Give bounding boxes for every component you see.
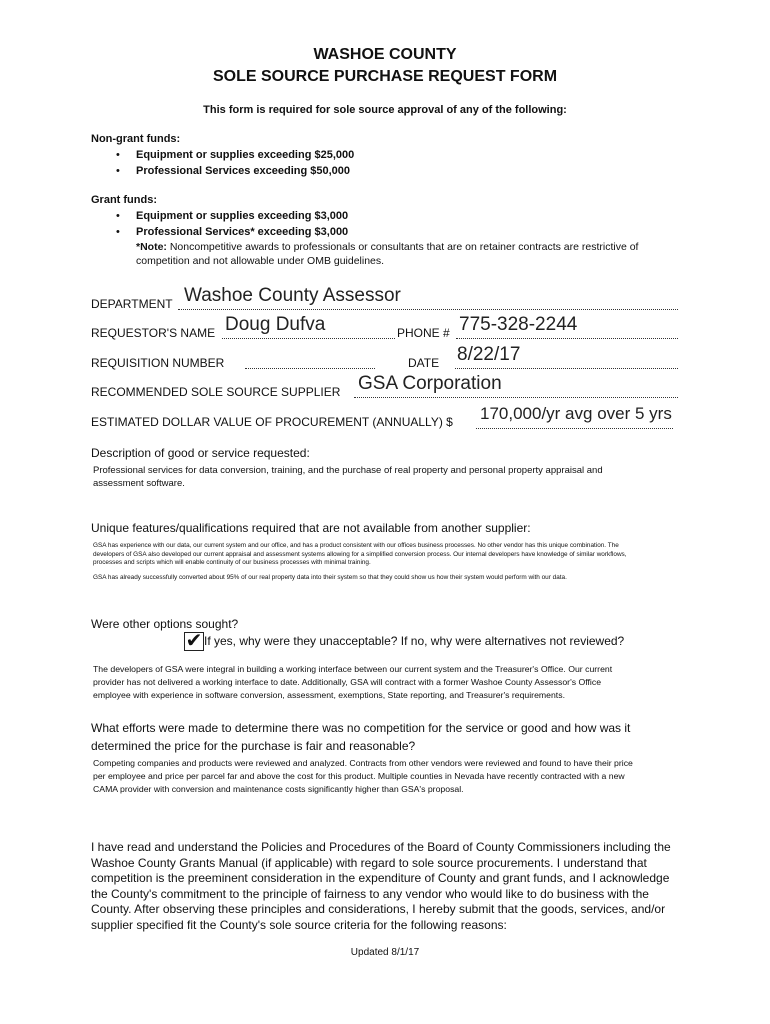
other-options-checkbox[interactable]: ✔ <box>185 630 203 652</box>
county-heading: WASHOE COUNTY <box>313 46 457 63</box>
efforts-question: What efforts were made to determine there was no competition for the service or good and how was it determined the price for the purchase is fair and reasonable? <box>91 721 631 753</box>
date-line <box>455 368 678 369</box>
efforts-answer[interactable]: Competing companies and products were reviewed and analyzed. Contracts from other vendors were reviewed and found to have their price per employee and price per parcel far and above the cost for this product. Multiple counties in Nevada have recently contracted with a new CAMA provider with conversion and maintenance costs significantly higher than GSA's proposal. <box>93 758 633 794</box>
bullet-icon: • <box>116 165 120 177</box>
estimate-field[interactable]: 170,000/yr avg over 5 yrs <box>480 404 672 423</box>
department-label: DEPARTMENT <box>91 297 173 311</box>
unique-answer[interactable] <box>93 542 633 582</box>
non-grant-heading: Non-grant funds: <box>91 133 181 145</box>
other-options-question: Were other options sought? <box>91 617 239 631</box>
supplier-line <box>354 397 678 398</box>
grant-heading: Grant funds: <box>91 194 157 206</box>
bullet-icon: • <box>116 226 120 238</box>
estimate-label: ESTIMATED DOLLAR VALUE OF PROCUREMENT (ANNUALLY) $ <box>91 415 453 429</box>
date-field[interactable]: 8/22/17 <box>457 344 521 365</box>
bullet-icon: • <box>116 149 120 161</box>
non-grant-item: Equipment or supplies exceeding $25,000 <box>136 149 355 161</box>
unique-answer-p2: GSA has already successfully converted about 95% of our real property data into their system so that they could show us how their system would perform with our data. <box>93 573 567 581</box>
unique-question: Unique features/qualifications required that are not available from another supplier: <box>91 521 531 535</box>
updated-date: Updated 8/1/17 <box>350 947 420 958</box>
non-grant-item: Professional Services exceeding $50,000 <box>136 165 351 177</box>
grant-item: Equipment or supplies exceeding $3,000 <box>136 210 349 222</box>
grant-note <box>136 241 638 253</box>
form-title: SOLE SOURCE PURCHASE REQUEST FORM <box>212 68 558 85</box>
note-label: *Note: <box>136 241 167 253</box>
description-question: Description of good or service requested: <box>91 446 310 460</box>
phone-field[interactable]: 775-328-2244 <box>459 314 578 335</box>
supplier-label: RECOMMENDED SOLE SOURCE SUPPLIER <box>91 385 341 399</box>
date-label: DATE <box>408 356 440 370</box>
phone-line <box>456 338 678 339</box>
requisition-label: REQUISITION NUMBER <box>91 356 225 370</box>
bullet-icon: • <box>116 210 120 222</box>
phone-label: PHONE # <box>397 326 450 340</box>
certification-text: I have read and understand the Policies and Procedures of the Board of County Commissioners including the Washoe County Grants Manual (if applicable) with regard to sole source procurements. I understand that competition is the preeminent consideration in the expenditure of County and grant funds, and I acknowledge the County's commitment to the principle of fairness to any vendor who would like to do business with the County. After observing these principles and considerations, I hereby submit that the goods, services, and/or supplier specified fit the County's sole source criteria for the following reasons: <box>91 840 671 932</box>
department-line <box>178 309 678 310</box>
description-answer[interactable]: Professional services for data conversion, training, and the purchase of real property and personal property appraisal and assessment software. <box>93 465 603 489</box>
note-text: Noncompetitive awards to professionals or consultants that are on retainer contracts are restrictive of <box>166 241 639 253</box>
form-intro: This form is required for sole source approval of any of the following: <box>203 104 567 116</box>
department-field[interactable]: Washoe County Assessor <box>184 285 401 306</box>
grant-item: Professional Services* exceeding $3,000 <box>136 226 349 238</box>
grant-note-cont: competition and not allowable under OMB guidelines. <box>136 255 385 267</box>
requestor-field[interactable]: Doug Dufva <box>225 314 326 335</box>
requisition-line <box>245 368 375 369</box>
requestor-line <box>222 338 395 339</box>
estimate-line <box>476 428 673 429</box>
other-options-followup: If yes, why were they unacceptable? If no, why were alternatives not reviewed? <box>204 634 625 648</box>
other-options-answer[interactable]: The developers of GSA were integral in building a working interface between our current system and the Treasurer's Office. Our current provider has not delivered a working interface to date. Additionally, GSA will contract with a former Washoe County Assessor's Office employee with experience in software conversion, assessment, exemptions, State reporting, and Treasurer's requirements. <box>93 664 613 700</box>
supplier-field[interactable]: GSA Corporation <box>358 373 502 394</box>
unique-answer-p1: GSA has experience with our data, our current system and our office, and has a product consistent with our offices business processes. No other vendor has this unique combination. The developers of GSA also developed our current appraisal and assessment systems allowing for a simplified conversion process. Our internal developers have knowledge of similar workflows, processes and scripts which will enable continuity of our business processes with minimal training. <box>93 542 627 567</box>
requestor-label: REQUESTOR'S NAME <box>91 326 216 340</box>
